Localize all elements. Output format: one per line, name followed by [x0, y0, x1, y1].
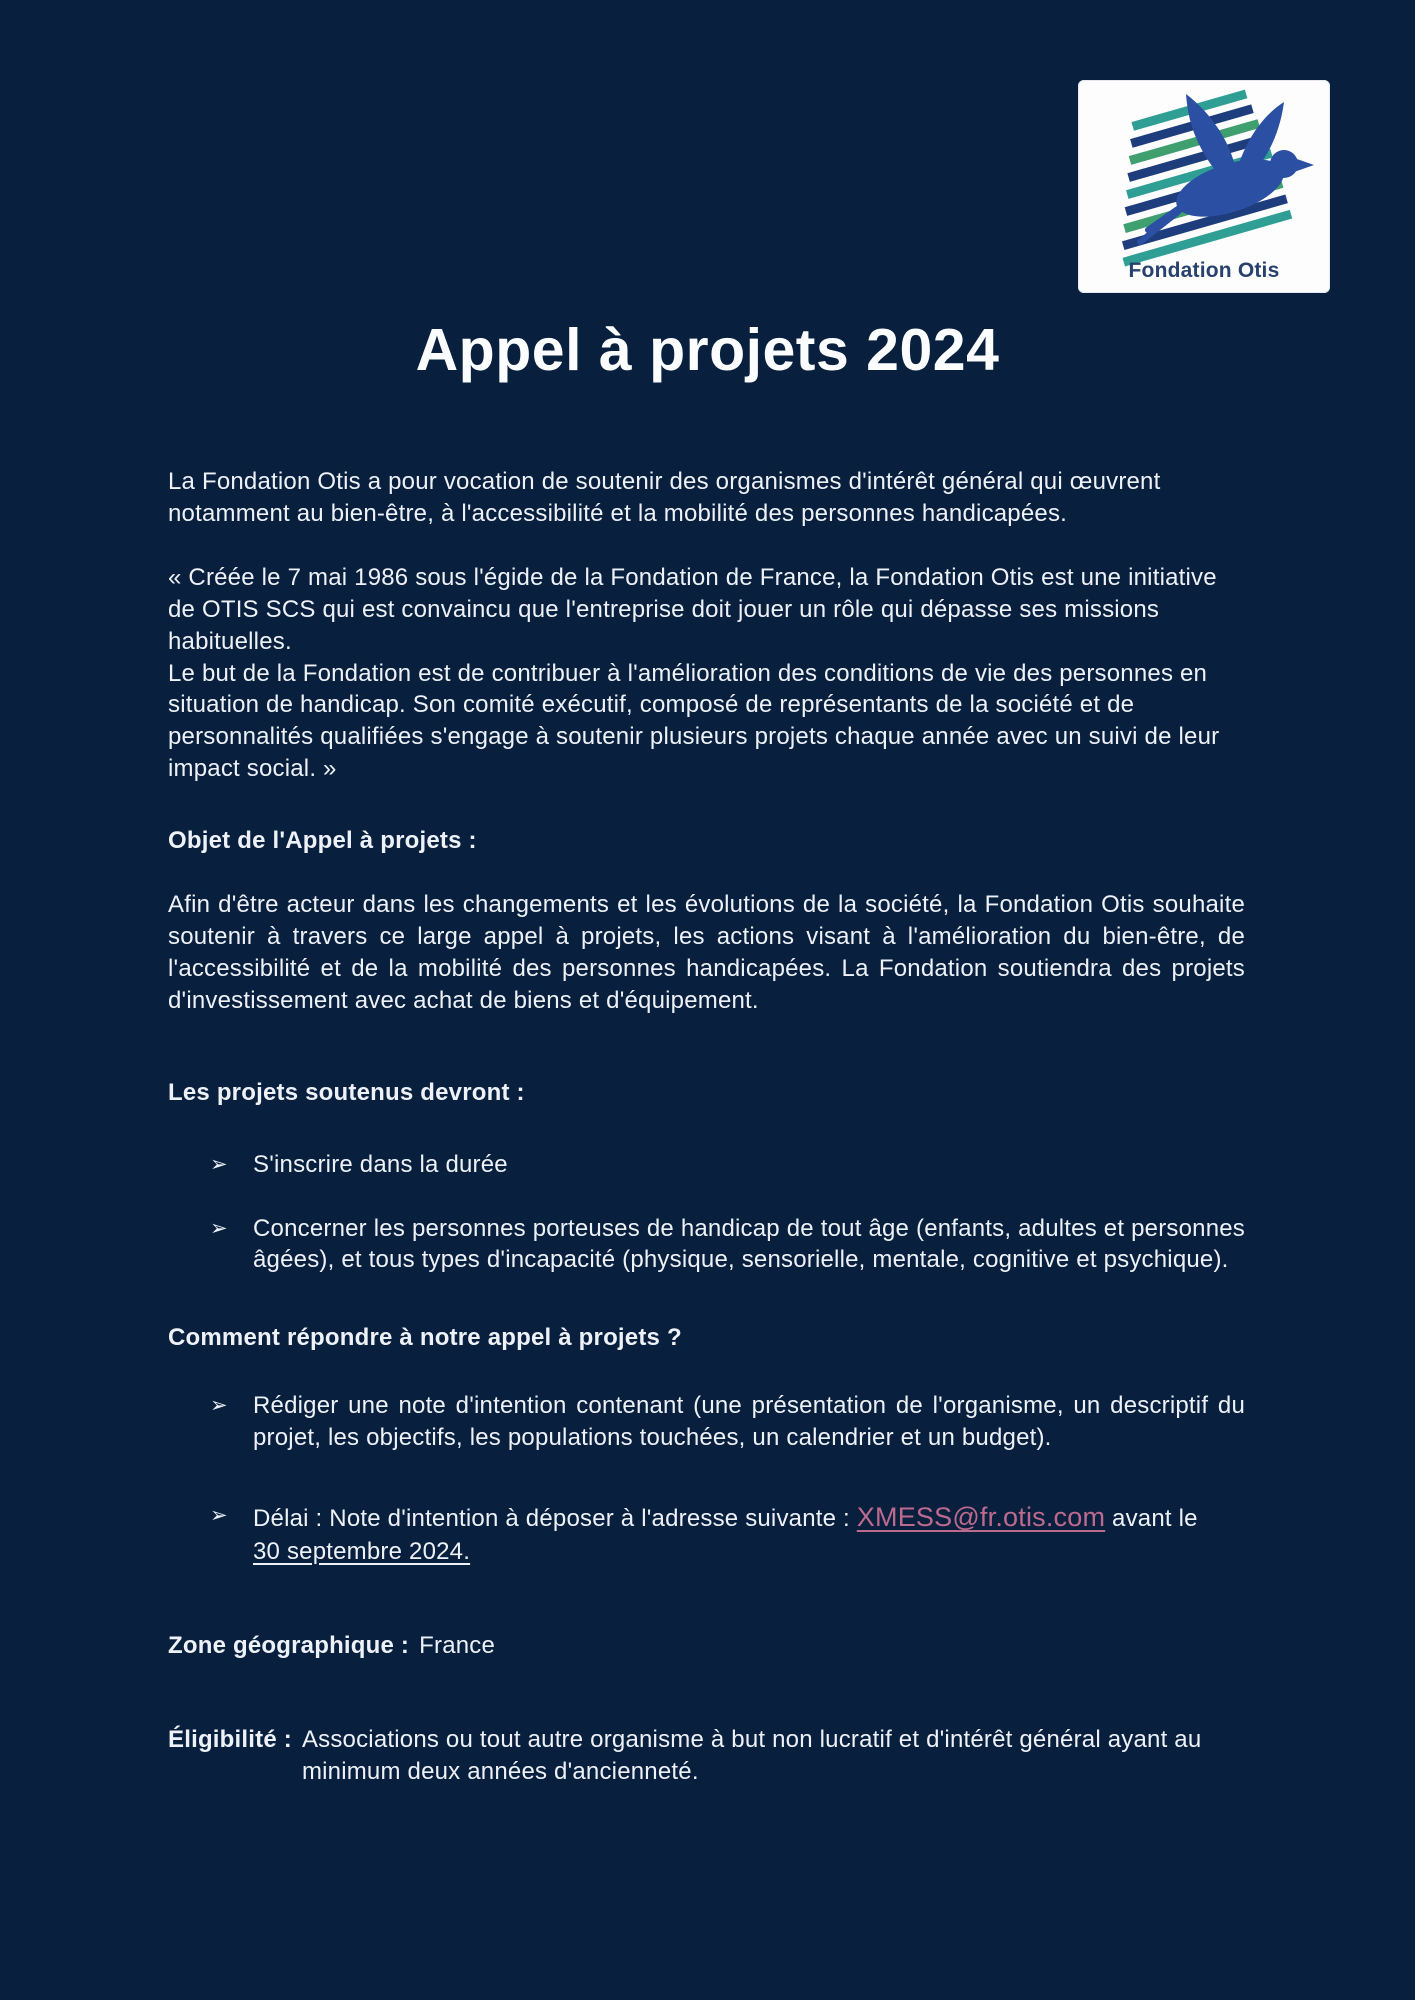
document-body [0, 466, 1415, 1788]
zone-value: France [419, 1631, 496, 1659]
bullet-inscrire [210, 1149, 1245, 1181]
quote-paragraph [168, 562, 1245, 785]
zone-label: Zone géographique : [168, 1631, 410, 1659]
heading-objet: Objet de l'Appel à projets : [168, 827, 477, 855]
arrow-bullet-icon: ➢ [210, 1504, 228, 1528]
bullet-concerner-text: Concerner les personnes porteuses de handicap de tout âge (enfants, adultes et personnes âgées), et tous types d'incapacité (physique, sensorielle, mentale, cognitive et psychique). [253, 1214, 1245, 1274]
delai-middle: avant le [1105, 1505, 1198, 1533]
bullet-delai-text [253, 1500, 1245, 1568]
objet-paragraph: Afin d'être acteur dans les changements et les évolutions de la société, la Fondation Otis souhaite soutenir à travers ce large appel à projets, les actions visant à l'amélioration du bien-être, de l'accessibilité et de la mobilité des personnes handicapées. La Fondation soutiendra des projets d'investissement avec achat de biens et d'équipement. [168, 891, 1245, 1014]
intro-paragraph: La Fondation Otis a pour vocation de soutenir des organismes d'intérêt général qui œuvrent notamment au bien-être, à l'accessibilité et la mobilité des personnes handicapées. [168, 468, 1161, 527]
page-title: Appel à projets 2024 [415, 317, 1000, 383]
heading-comment-repondre: Comment répondre à notre appel à projets ? [168, 1324, 682, 1352]
logo-label: Fondation Otis [1128, 259, 1280, 282]
arrow-bullet-icon: ➢ [210, 1216, 228, 1240]
heading-projets-soutenus: Les projets soutenus devront : [168, 1078, 525, 1106]
bullet-concerner [210, 1213, 1245, 1277]
quote-part-2: Le but de la Fondation est de contribuer à l'amélioration des conditions de vie des personnes en situation de handicap. Son comité exécutif, composé de représentants de la société et de personnalités qualifiées s'engage à soutenir plusieurs projets chaque année avec un suivi de leur impact social. » [168, 659, 1220, 783]
arrow-bullet-icon: ➢ [210, 1394, 228, 1418]
deadline-date: 30 septembre 2024. [253, 1537, 471, 1565]
quote-part-1: « Créée le 7 mai 1986 sous l'égide de la Fondation de France, la Fondation Otis est une initiative de OTIS SCS qui est convaincu que l'entreprise doit jouer un rôle qui dépasse ses missions habituelles. [168, 563, 1217, 655]
arrow-bullet-icon: ➢ [210, 1152, 228, 1176]
fondation-otis-logo [1078, 80, 1330, 293]
bullet-rediger-text: Rédiger une note d'intention contenant (une présentation de l'organisme, un descriptif du projet, les objectifs, les populations touchées, un calendrier et un budget). [253, 1392, 1245, 1452]
zone-geographique-line [168, 1630, 1245, 1662]
bullet-rediger [210, 1390, 1245, 1454]
bullet-delai [210, 1500, 1245, 1568]
delai-prefix: Délai : Note d'intention à déposer à l'adresse suivante : [253, 1505, 857, 1533]
bullet-inscrire-text: S'inscrire dans la durée [253, 1150, 508, 1178]
email-link[interactable]: XMESS@fr.otis.com [856, 1502, 1106, 1533]
eligibilite-line [168, 1724, 1245, 1788]
eligibilite-label: Éligibilité : [168, 1725, 292, 1753]
eligibilite-value: Associations ou tout autre organisme à but non lucratif et d'intérêt général ayant au minimum deux années d'ancienneté. [301, 1725, 1202, 1785]
